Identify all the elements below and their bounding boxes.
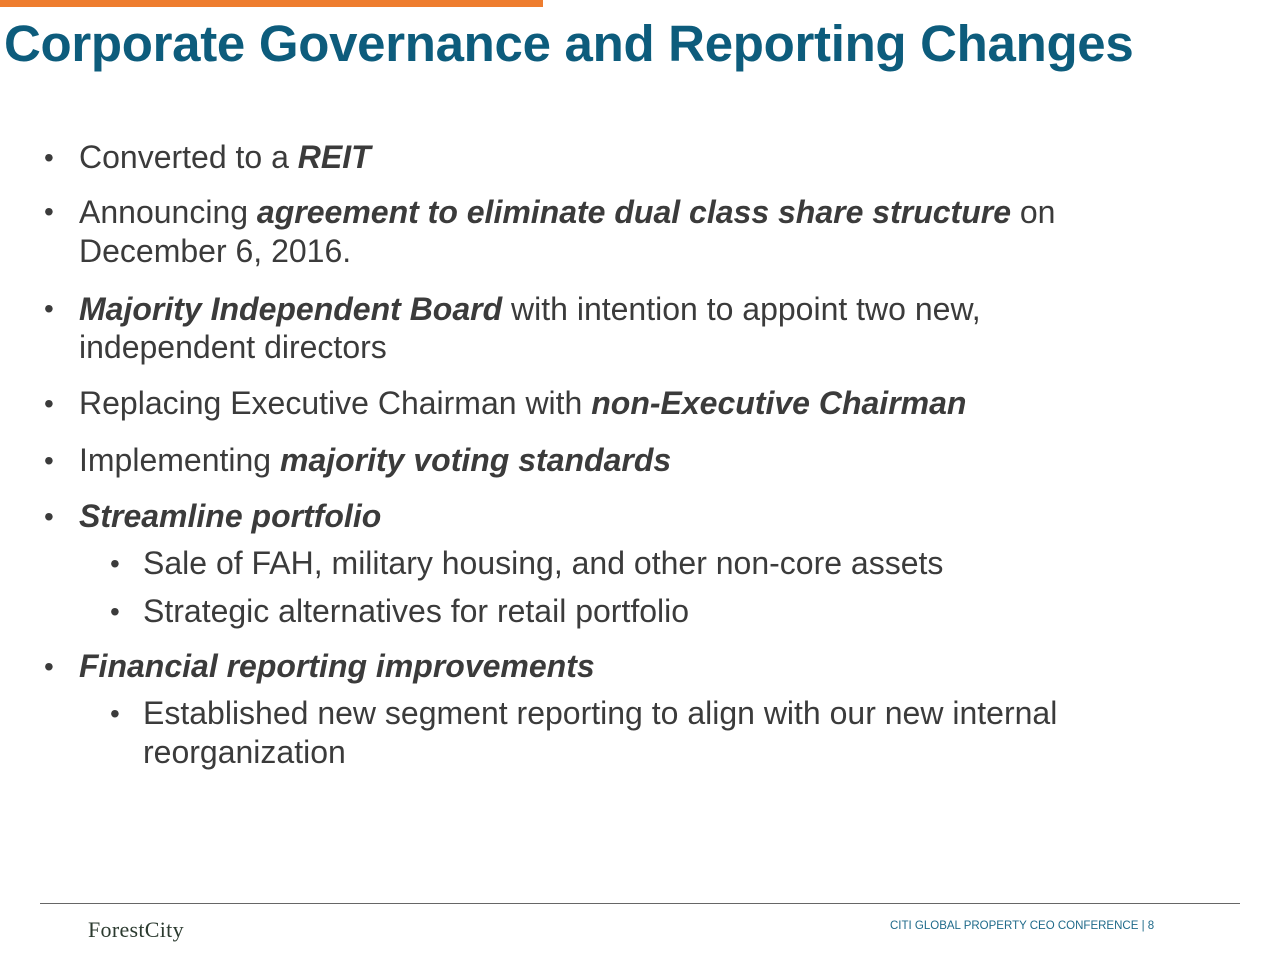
bullet-icon: • <box>44 293 54 324</box>
bullet-financial: Financial reporting improvements <box>79 648 595 684</box>
bullet-dual-class: Announcing agreement to eliminate dual class share structure on <box>79 194 1056 230</box>
sub-bullet-segment-line2: reorganization <box>143 734 346 770</box>
footer-conference <box>890 920 1154 932</box>
bullet-icon: • <box>44 651 54 682</box>
sub-bullet-icon: • <box>110 596 120 627</box>
sub-bullet-retail: Strategic alternatives for retail portfolio <box>143 593 690 629</box>
page-number: 8 <box>1147 920 1155 932</box>
bullet-dual-class-line2: December 6, 2016. <box>79 233 352 269</box>
sub-bullet-icon: • <box>110 548 120 579</box>
conference-name: CITI GLOBAL PROPERTY CEO CONFERENCE | <box>890 920 1145 932</box>
bullet-icon: • <box>44 501 54 532</box>
forestcity-logo: ForestCity <box>88 917 184 942</box>
bullet-board-line2: independent directors <box>79 329 387 365</box>
sub-bullet-icon: • <box>110 698 120 729</box>
bullet-streamline: Streamline portfolio <box>79 498 382 534</box>
accent-bar <box>0 0 543 7</box>
sub-bullet-segment: Established new segment reporting to align with our new internal <box>143 695 1058 731</box>
footer-divider <box>40 903 1240 904</box>
bullet-icon: • <box>44 388 54 419</box>
sub-bullet-sale: Sale of FAH, military housing, and other non-core assets <box>143 545 944 581</box>
bullet-reit: Converted to a REIT <box>79 139 371 175</box>
bullet-board: Majority Independent Board with intention to appoint two new, <box>79 291 981 327</box>
bullet-icon: • <box>44 445 54 476</box>
bullet-chairman: Replacing Executive Chairman with non-Executive Chairman <box>79 385 967 421</box>
bullet-icon: • <box>44 142 54 173</box>
bullet-voting: Implementing majority voting standards <box>79 442 672 478</box>
bullet-icon: • <box>44 196 54 227</box>
page-title: Corporate Governance and Reporting Changes <box>4 15 1134 72</box>
